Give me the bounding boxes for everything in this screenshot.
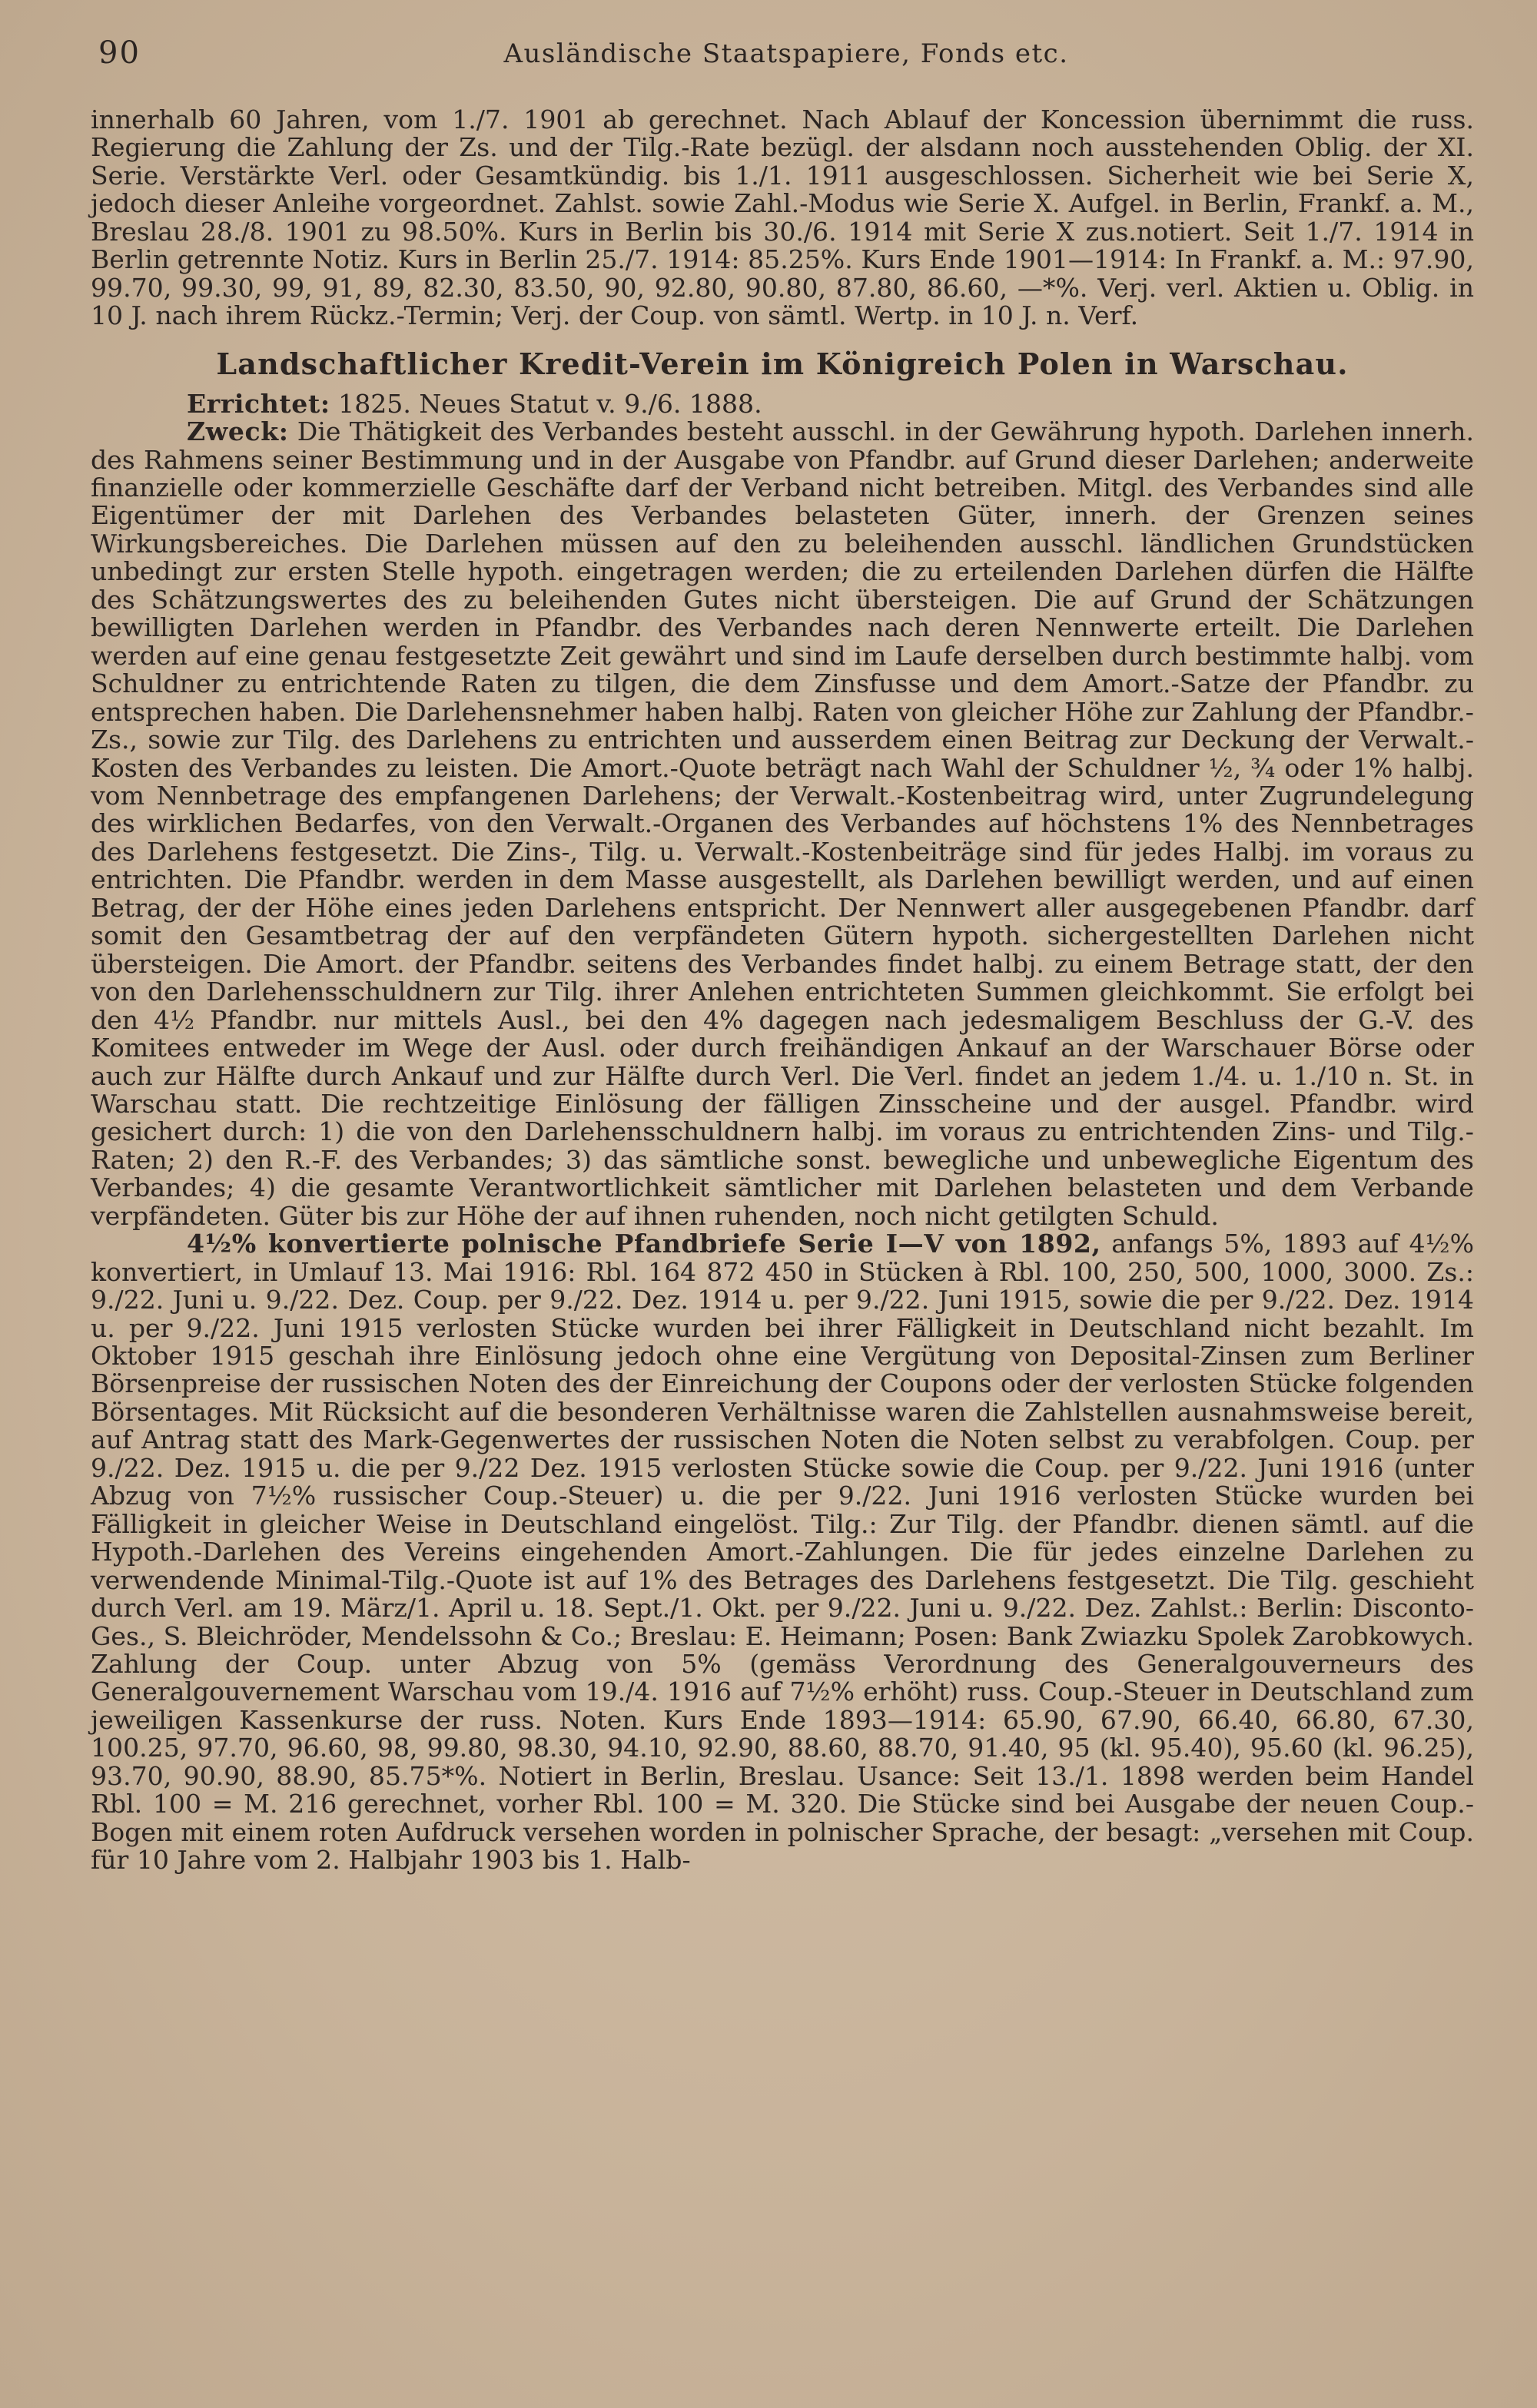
established-label: Errichtet: (187, 388, 330, 419)
series-paragraph (91, 1230, 1474, 1874)
running-title: Ausländische Staatspapiere, Fonds etc. (503, 38, 1069, 69)
body-text (91, 106, 1474, 1875)
established-text: 1825. Neues Statut v. 9./6. 1888. (338, 388, 762, 419)
series-label: 4½% konvertierte polnische Pfandbriefe Serie I—V von 1892, (187, 1229, 1101, 1259)
page-number: 90 (98, 35, 141, 71)
purpose-label: Zweck: (187, 416, 289, 447)
purpose-text: Die Thätigkeit des Verbandes besteht ausschl. in der Gewährung hypoth. Darlehen innerh. des Rahmens seiner Bestimmung und in der Ausgabe von Pfandbr. auf Grund dieser Darlehen; anderweite finanzielle oder kommerzielle Geschäfte darf der Verband nicht betreiben. Mitgl. des Verbandes sind alle Eigentümer der mit Darlehen des Verbandes belasteten Güter, innerh. der Grenzen seines Wirkungsbereiches. Die Darlehen müssen auf den zu beleihenden ausschl. ländlichen Grundstücken unbedingt zur ersten Stelle hypoth. eingetragen werden; die zu erteilenden Darlehen dürfen die Hälfte des Schätzungswertes des zu beleihenden Gutes nicht übersteigen. Die auf Grund der Schätzungen bewilligten Darlehen werden in Pfandbr. des Verbandes nach deren Nennwerte erteilt. Die Darlehen werden auf eine genau festgesetzte Zeit gewährt und sind im Laufe derselben durch bestimmte halbj. vom Schuldner zu entrichtende Raten zu tilgen, die dem Zinsfusse und dem Amort.-Satze der Pfandbr. zu entsprechen haben. Die Darlehensnehmer haben halbj. Raten von gleicher Höhe zur Zahlung der Pfandbr.-Zs., sowie zur Tilg. des Darlehens zu entrichten und ausserdem einen Beitrag zur Deckung der Verwalt.-Kosten des Verbandes zu leisten. Die Amort.-Quote beträgt nach Wahl der Schuldner ½, ¾ oder 1% halbj. vom Nennbetrage des empfangenen Darlehens; der Verwalt.-Kostenbeitrag wird, unter Zugrundelegung des wirklichen Bedarfes, von den Verwalt.-Organen des Verbandes auf höchstens 1% des Nennbetrages des Darlehens festgesetzt. Die Zins-, Tilg. u. Verwalt.-Kostenbeiträge sind für jedes Halbj. im voraus zu entrichten. Die Pfandbr. werden in dem Masse ausgestellt, als Darlehen bewilligt werden, und auf einen Betrag, der der Höhe eines jeden Darlehens entspricht. Der Nennwert aller ausgegebenen Pfandbr. darf somit den Gesamtbetrag der auf den verpfändeten Gütern hypoth. sichergestellten Darlehen nicht übersteigen. Die Amort. der Pfandbr. seitens des Verbandes findet halbj. zu einem Betrage statt, der den von den Darlehensschuldnern zur Tilg. ihrer Anlehen entrichteten Summen gleichkommt. Sie erfolgt bei den 4½ Pfandbr. nur mittels Ausl., bei den 4% dagegen nach jedesmaligem Beschluss der G.-V. des Komitees entweder im Wege der Ausl. oder durch freihändigen Ankauf an der Warschauer Börse oder auch zur Hälfte durch Ankauf und zur Hälfte durch Verl. Die Verl. findet an jedem 1./4. u. 1./10 n. St. in Warschau statt. Die rechtzeitige Einlösung der fälligen Zinsscheine und der ausgel. Pfandbr. wird gesichert durch: 1) die von den Darlehensschuldnern halbj. im voraus zu entrichtenden Zins- und Tilg.-Raten; 2) den R.-F. des Verbandes; 3) das sämtliche sonst. bewegliche und unbewegliche Eigentum des Verbandes; 4) die gesamte Verantwortlichkeit sämtlicher mit Darlehen belasteten und dem Verbande verpfändeten. Güter bis zur Höhe der auf ihnen ruhenden, noch nicht getilgten Schuld. (91, 416, 1475, 1231)
purpose-paragraph (91, 418, 1474, 1230)
series-text: anfangs 5%, 1893 auf 4½% konvertiert, in Umlauf 13. Mai 1916: Rbl. 164 872 450 in Stücken à Rbl. 100, 250, 500, 1000, 3000. Zs.: 9./22. Juni u. 9./22. Dez. Coup. per 9./22. Dez. 1914 u. per 9./22. Juni 1915, sowie die per 9./22. Dez. 1914 u. per 9./22. Juni 1915 verlosten Stücke wurden bei ihrer Fälligkeit in Deutschland nicht bezahlt. Im Oktober 1915 geschah ihre Einlösung jedoch ohne eine Vergütung von Deposital-Zinsen zum Berliner Börsenpreise der russischen Noten des der Einreichung der Coupons oder der verlosten Stücke folgenden Börsentages. Mit Rücksicht auf die besonderen Verhältnisse waren die Zahlstellen ausnahmsweise bereit, auf Antrag statt des Mark-Gegenwertes der russischen Noten die Noten selbst zu verabfolgen. Coup. per 9./22. Dez. 1915 u. die per 9./22 Dez. 1915 verlosten Stücke sowie die Coup. per 9./22. Juni 1916 (unter Abzug von 7½% russischer Coup.-Steuer) u. die per 9./22. Juni 1916 verlosten Stücke wurden bei Fälligkeit in gleicher Weise in Deutschland eingelöst. Tilg.: Zur Tilg. der Pfandbr. dienen sämtl. auf die Hypoth.-Darlehen des Vereins eingehenden Amort.-Zahlungen. Die für jedes einzelne Darlehen zu verwendende Minimal-Tilg.-Quote ist auf 1% des Betrages des Darlehens festgesetzt. Die Tilg. geschieht durch Verl. am 19. März/1. April u. 18. Sept./1. Okt. per 9./22. Juni u. 9./22. Dez. Zahlst.: Berlin: Disconto-Ges., S. Bleichröder, Mendelssohn & Co.; Breslau: E. Heimann; Posen: Bank Zwiazku Spolek Zarobkowych. Zahlung der Coup. unter Abzug von 5% (gemäss Verordnung des Generalgouverneurs des Generalgouvernement Warschau vom 19./4. 1916 auf 7½% erhöht) russ. Coup.-Steuer in Deutschland zum jeweiligen Kassenkurse der russ. Noten. Kurs Ende 1893—1914: 65.90, 67.90, 66.40, 66.80, 67.30, 100.25, 97.70, 96.60, 98, 99.80, 98.30, 94.10, 92.90, 88.60, 88.70, 91.40, 95 (kl. 95.40), 95.60 (kl. 96.25), 93.70, 90.90, 88.90, 85.75*%. Notiert in Berlin, Breslau. Usance: Seit 13./1. 1898 werden beim Handel Rbl. 100 = M. 216 gerechnet, vorher Rbl. 100 = M. 320. Die Stücke sind bei Ausgabe der neuen Coup.-Bogen mit einem roten Aufdruck versehen worden in polnischer Sprache, der besagt: „versehen mit Coup. für 10 Jahre vom 2. Halbjahr 1903 bis 1. Halb- (91, 1229, 1475, 1876)
running-header (98, 35, 1474, 81)
established-paragraph (187, 390, 1474, 418)
section-heading: Landschaftlicher Kredit-Verein im Königreich Polen in Warschau. (216, 346, 1349, 381)
intro-paragraph: innerhalb 60 Jahren, vom 1./7. 1901 ab gerechnet. Nach Ablauf der Koncession übernimmt die russ. Regierung die Zahlung der Zs. und der Tilg.-Rate bezügl. der alsdann noch ausstehenden Oblig. der XI. Serie. Verstärkte Verl. oder Gesamtkündig. bis 1./1. 1911 ausgeschlossen. Sicherheit wie bei Serie X, jedoch dieser Anleihe vorgeordnet. Zahlst. sowie Zahl.-Modus wie Serie X. Aufgel. in Berlin, Frankf. a. M., Breslau 28./8. 1901 zu 98.50%. Kurs in Berlin bis 30./6. 1914 mit Serie X zus.notiert. Seit 1./7. 1914 in Berlin getrennte Notiz. Kurs in Berlin 25./7. 1914: 85.25%. Kurs Ende 1901—1914: In Frankf. a. M.: 97.90, 99.70, 99.30, 99, 91, 89, 82.30, 83.50, 90, 92.80, 90.80, 87.80, 86.60, —*%. Verj. verl. Aktien u. Oblig. in 10 J. nach ihrem Rückz.-Termin; Verj. der Coup. von sämtl. Wertp. in 10 J. n. Verf. (91, 104, 1474, 331)
